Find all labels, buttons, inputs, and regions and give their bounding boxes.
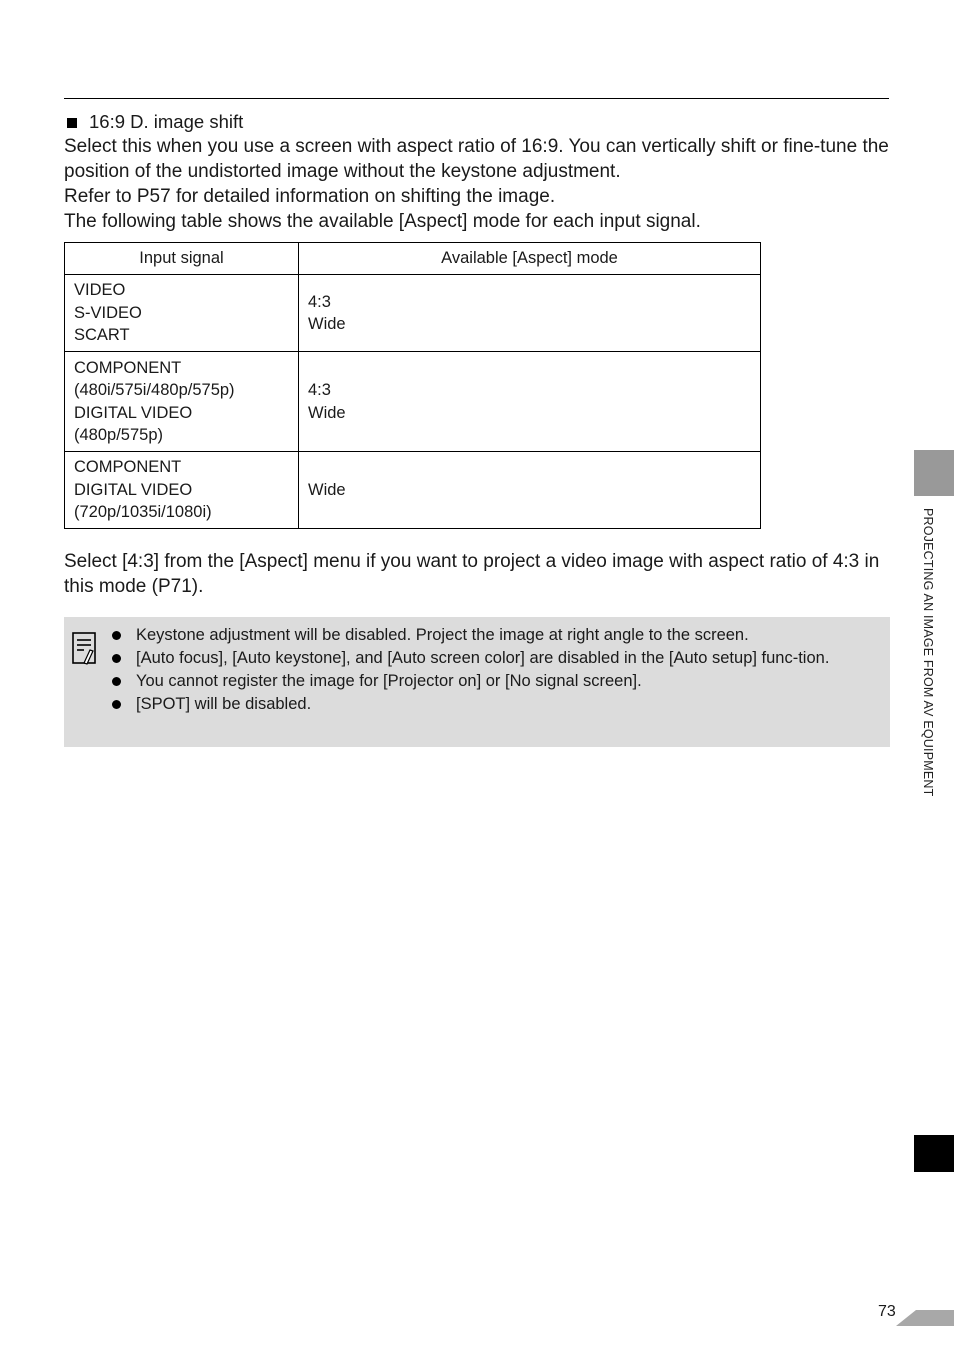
input-signal-cell [65,452,299,529]
cell-line: SCART [74,326,130,345]
bullet-icon [112,654,121,663]
input-signal-cell [65,352,299,452]
table-row [65,352,761,452]
cell-line: 4:3 [308,292,331,311]
note-text: [SPOT] will be disabled. [136,695,312,713]
bullet-icon [112,700,121,709]
bullet-icon [112,677,121,686]
section-tab [914,1135,954,1172]
intro-paragraph: Refer to P57 for detailed information on shifting the image. [64,186,556,207]
square-bullet-icon [67,118,77,128]
cell-line: (480i/575i/480p/575p) [74,381,235,399]
cell-line: (480p/575p) [74,426,163,444]
cell-line: DIGITAL VIDEO [74,480,193,499]
cell-line: (720p/1035i/1080i) [74,503,212,522]
note-list [112,624,882,716]
table-row [65,275,761,352]
memo-icon [72,632,98,666]
note-text: Keystone adjustment will be disabled. Project the image at right angle to the screen. [136,626,749,644]
intro-paragraph: Select this when you use a screen with aspect ratio of 16:9. You can vertically shift or fine-tune the position of the undistorted image without the keystone adjustment. [64,136,889,182]
aspect-mode-cell [299,352,761,452]
select-aspect-paragraph: Select [4:3] from the [Aspect] menu if you want to project a video image with aspect ratio of 4:3 in this mode (P71). [64,551,880,597]
input-signal-cell [65,275,299,352]
header-aspect-mode: Available [Aspect] mode [299,243,761,275]
intro-text [64,134,892,234]
intro-paragraph: The following table shows the available [Aspect] mode for each input signal. [64,211,701,232]
chapter-tab [914,450,954,496]
bullet-icon [112,631,121,640]
cell-line: VIDEO [74,281,126,300]
note-item [112,693,882,716]
table-header-row [65,243,761,275]
section-heading [64,110,243,134]
note-item [112,647,882,670]
aspect-mode-table [64,242,761,529]
cell-line: S-VIDEO [74,303,142,322]
aspect-mode-cell [299,452,761,529]
note-item [112,624,882,647]
cell-line: 4:3 [308,381,331,399]
section-heading-text: 16:9 D. image shift [89,111,244,132]
cell-line: DIGITAL VIDEO [74,403,193,422]
cell-line: Wide [308,403,346,422]
top-rule [64,98,889,99]
note-box [64,617,890,747]
cell-line: COMPONENT [74,458,182,477]
note-text: You cannot register the image for [Projector on] or [No signal screen]. [136,672,642,690]
cell-line: Wide [308,315,346,333]
cell-line: Wide [308,480,346,499]
table-row [65,452,761,529]
aspect-mode-cell [299,275,761,352]
cell-line: COMPONENT [74,358,182,377]
chapter-side-label: PROJECTING AN IMAGE FROM AV EQUIPMENT [921,508,935,797]
note-item [112,670,882,693]
note-text: [Auto focus], [Auto keystone], and [Auto screen color] are disabled in the [Auto setup] func-tion. [136,649,830,667]
page-number: 73 [878,1303,896,1320]
header-input-signal: Input signal [65,243,299,275]
